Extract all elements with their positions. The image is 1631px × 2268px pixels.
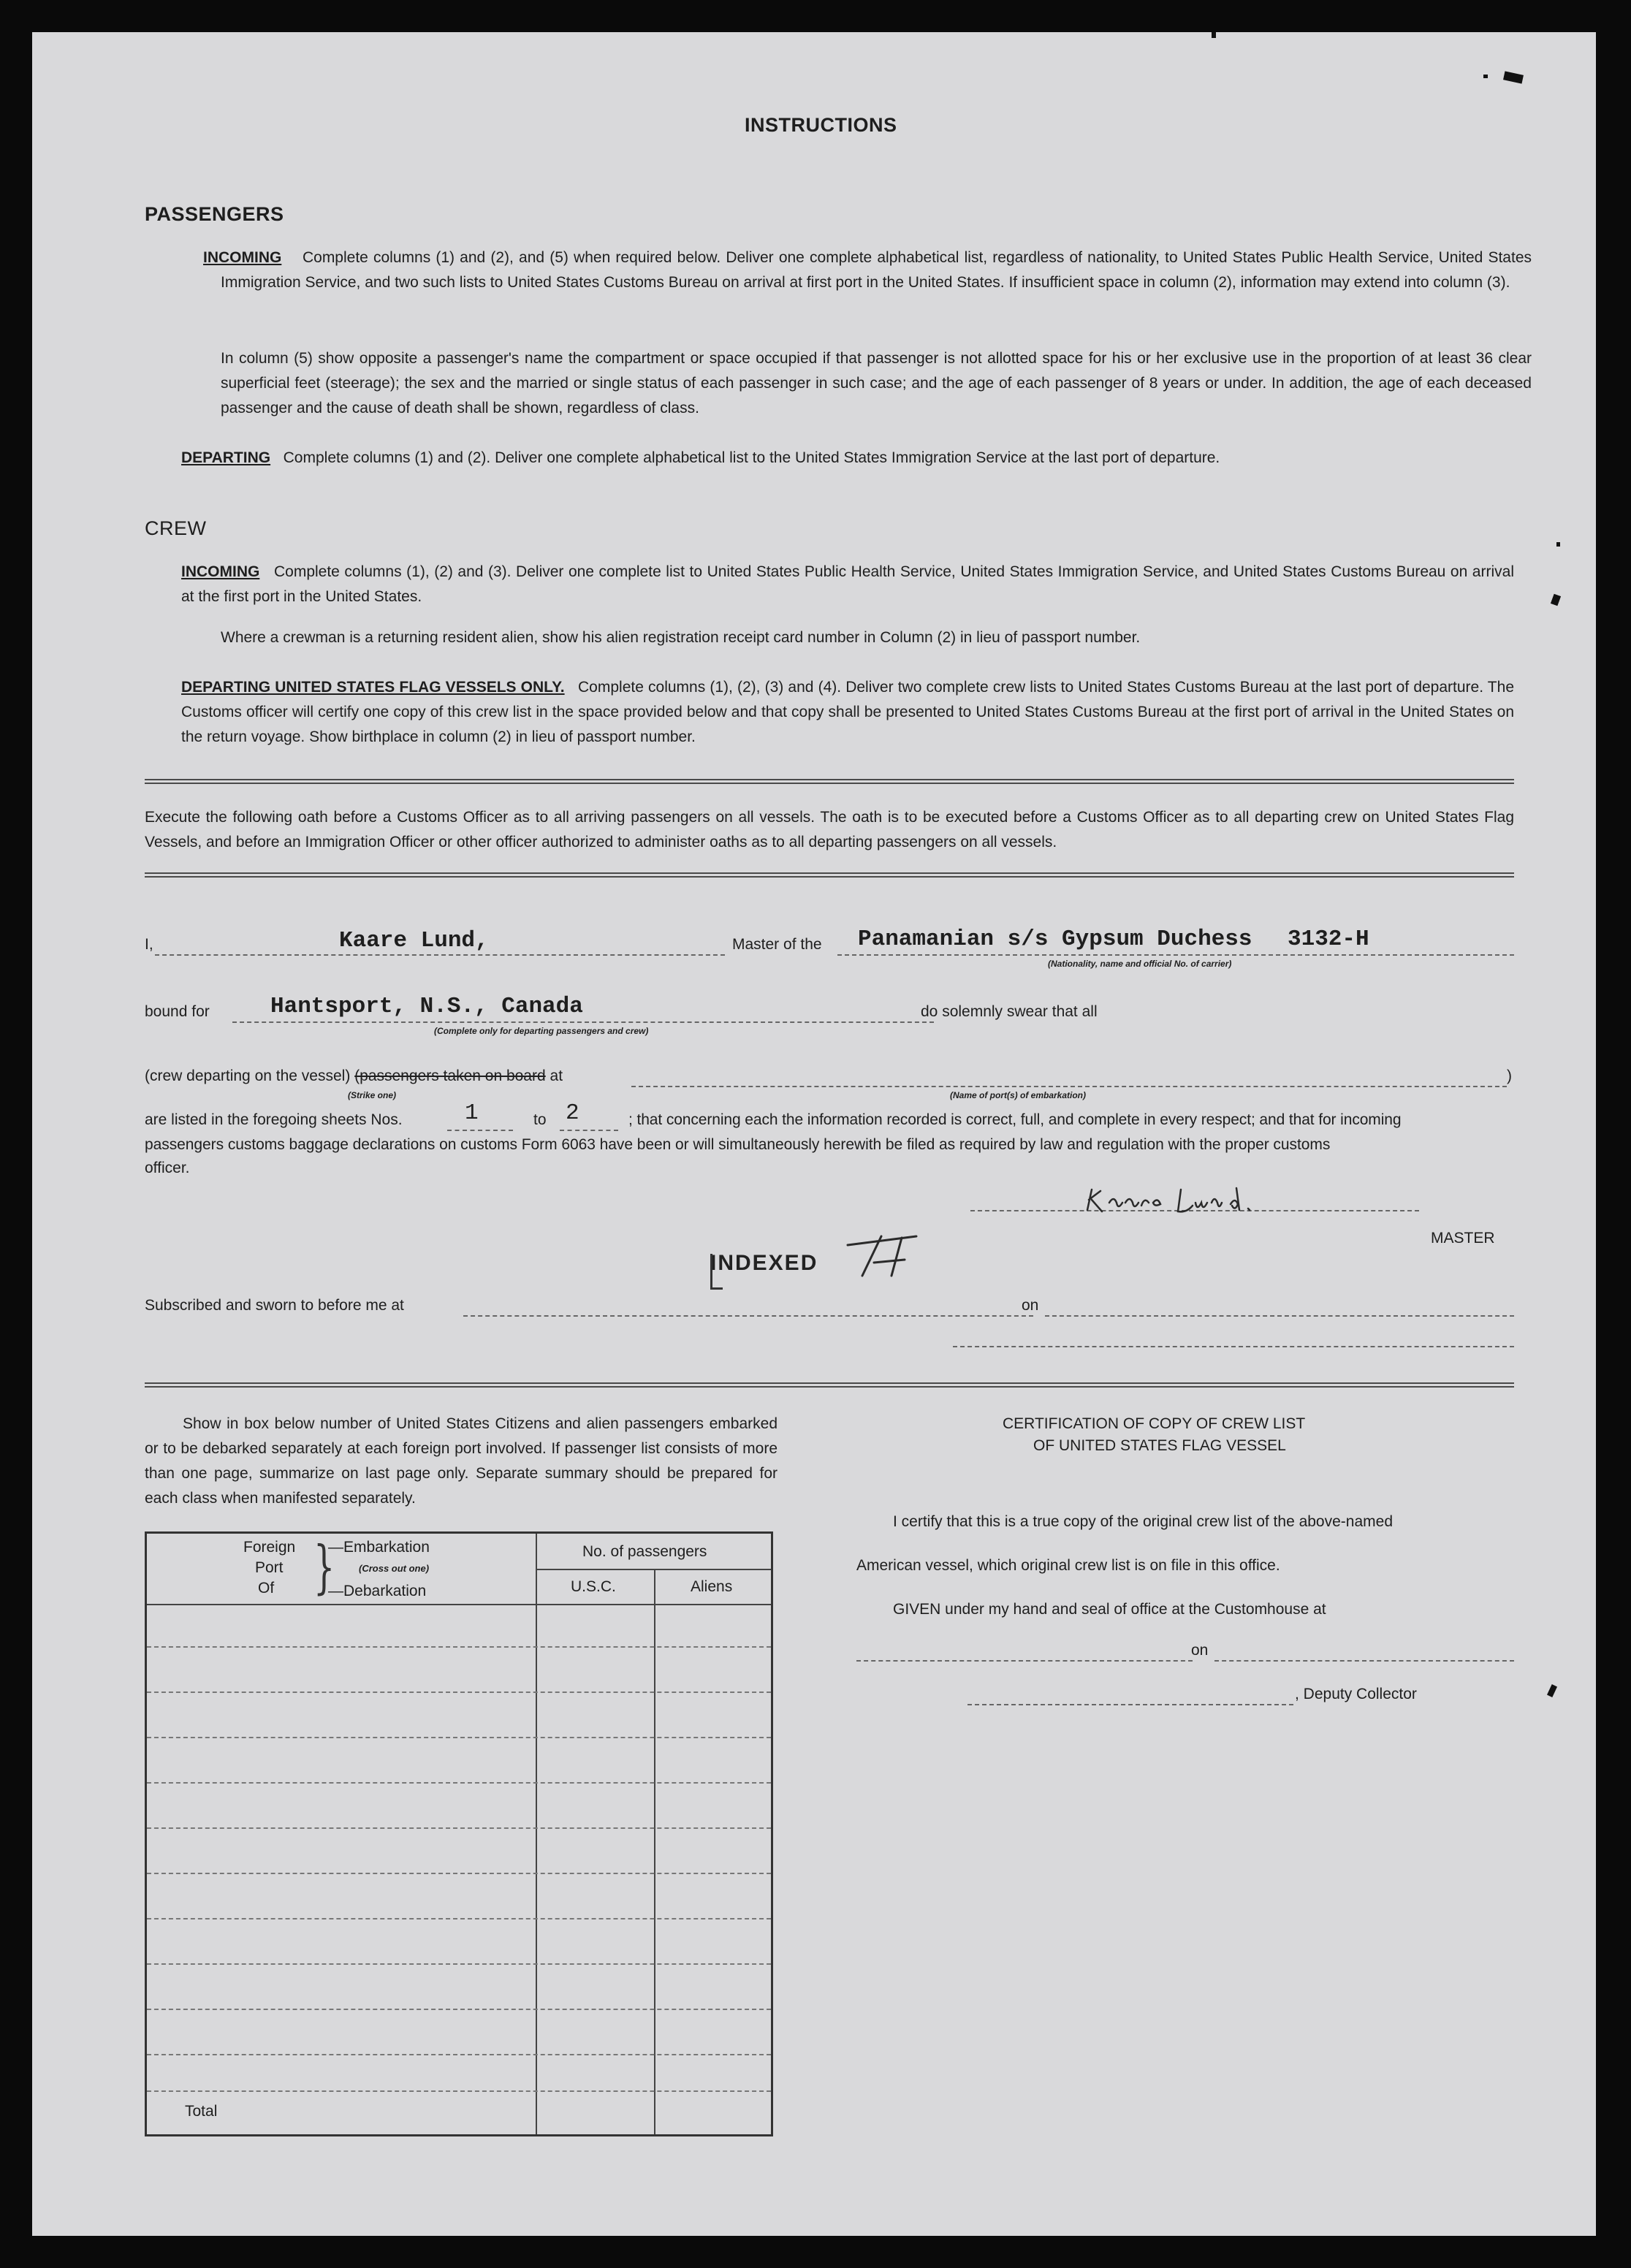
header-embarkation: —Embarkation [328, 1539, 430, 1556]
stamp-bracket [710, 1254, 723, 1290]
customhouse-field[interactable] [856, 1660, 1193, 1662]
certification-date-field[interactable] [1214, 1660, 1514, 1662]
header-no-of-passengers: No. of passengers [582, 1543, 707, 1560]
strike-caption: (Strike one) [348, 1090, 397, 1100]
table-row[interactable] [147, 1873, 771, 1874]
table-header-divider [147, 1604, 771, 1605]
table-row[interactable] [147, 1827, 771, 1829]
oath-instruction: Execute the following oath before a Customs Officer as to all arriving passengers on all vessels. The oath is to be executed before a Customs Officer as to all departing crew on United States Flag Vessels, and before an Immigration Officer or other officer authorized to administer oaths as to all departing passengers on all vessels. [145, 809, 1514, 850]
table-subheader-divider [536, 1569, 771, 1570]
certification-title-1: CERTIFICATION OF COPY OF CREW LIST [1003, 1415, 1306, 1432]
master-name-field[interactable] [155, 954, 725, 956]
crew-departing-text: DEPARTING UNITED STATES FLAG VESSELS ONLY. Complete columns (1), (2), (3) and (4). Deliver two complete crew lists to United States Customs Bureau at the last port of departure. The Customs officer will certify one copy of this crew list in the space provided below and that copy shall be presented to United States Customs Bureau at the first port of arrival in the United States on the return voyage. Show birthplace in column (2) in lieu of passport number. [181, 679, 1514, 745]
summary-instructions: Show in box below number of United States Citizens and alien passengers embarked or to be debarked separately at each foreign port involved. If passenger list consists of more than one page, summarize on last page only. Separate summary should be prepared for each class when manifested separately. [145, 1415, 778, 1507]
table-row[interactable] [147, 2009, 771, 2010]
close-paren: ) [1507, 1068, 1512, 1084]
table-row[interactable] [147, 1782, 771, 1784]
bound-for-value: Hantsport, N.S., Canada [270, 994, 583, 1019]
certification-on-label: on [1191, 1642, 1209, 1659]
passengers-incoming-label: INCOMING [203, 249, 282, 266]
bound-for-field[interactable] [232, 1021, 934, 1023]
crew-departing-option: (crew departing on the vessel) (passengers taken on board at [145, 1068, 563, 1084]
sheets-line-2: passengers customs baggage declarations on customs Form 6063 have been or will simultaneously herewith be filed as required by law and regulation with the proper customs [145, 1136, 1331, 1153]
sheets-line-3: officer. [145, 1160, 190, 1176]
subscribed-place-field[interactable] [463, 1315, 1033, 1317]
page-title: INSTRUCTIONS [745, 114, 897, 136]
master-label: MASTER [1431, 1230, 1495, 1247]
table-row[interactable] [147, 2090, 771, 2092]
scan-speck [1547, 1684, 1557, 1697]
section-divider [145, 779, 1514, 784]
section-divider [145, 872, 1514, 878]
table-row[interactable] [147, 1963, 771, 1965]
vessel-caption: (Nationality, name and official No. of carrier) [1048, 959, 1232, 969]
port-caption: (Name of port(s) of embarkation) [950, 1090, 1087, 1100]
scan-speck [1503, 71, 1524, 83]
master-signature [1055, 1178, 1318, 1222]
scan-speck [1556, 542, 1560, 547]
header-port: Port [255, 1559, 284, 1576]
header-cross-out: (Cross out one) [359, 1563, 430, 1574]
table-col-divider [536, 1534, 537, 2134]
table-row[interactable] [147, 1692, 771, 1693]
scan-speck [1483, 75, 1488, 78]
sheets-suffix: ; that concerning each the information recorded is correct, full, and complete in every respect; and that for incoming [628, 1111, 1402, 1128]
passengers-option-struck: (passengers taken on board [354, 1068, 546, 1084]
swear-label: do solemnly swear that all [921, 1003, 1098, 1020]
initials-mark [840, 1230, 921, 1282]
oath-i-label: I, [145, 936, 153, 953]
vessel-field[interactable] [837, 954, 1514, 956]
sheet-from-value: 1 [465, 1100, 479, 1126]
header-usc: U.S.C. [571, 1578, 616, 1595]
header-aliens: Aliens [691, 1578, 733, 1595]
master-of-label: Master of the [732, 936, 822, 953]
table-row[interactable] [147, 1737, 771, 1738]
header-debarkation: —Debarkation [328, 1583, 427, 1599]
crew-incoming-text: INCOMING Complete columns (1), (2) and (3). Deliver one complete list to United States Public Health Service, United States Immigration Service, and United States Customs Bureau on arrival at the first port in the United States. [181, 563, 1514, 605]
total-label: Total [185, 2103, 218, 2120]
crew-departing-label: DEPARTING UNITED STATES FLAG VESSELS ONLY. [181, 679, 565, 696]
certification-line-2: American vessel, which original crew list is on file in this office. [856, 1557, 1280, 1574]
table-row[interactable] [147, 1918, 771, 1919]
deputy-collector-signature-field[interactable] [967, 1704, 1293, 1705]
master-name-value: Kaare Lund, [339, 928, 489, 954]
bound-for-label: bound for [145, 1003, 210, 1020]
passengers-departing-text: DEPARTING Complete columns (1) and (2). Deliver one complete alphabetical list to the United States Immigration Service at the last port of departure. [181, 449, 1220, 466]
scan-speck [1551, 594, 1561, 606]
section-divider [145, 1382, 1514, 1388]
passengers-heading: PASSENGERS [145, 203, 284, 225]
officer-signature-field[interactable] [953, 1346, 1514, 1347]
bound-for-caption: (Complete only for departing passengers and crew) [434, 1026, 649, 1036]
table-row[interactable] [147, 1646, 771, 1648]
form-page [32, 32, 1596, 2236]
passenger-summary-table [145, 1531, 773, 2136]
port-of-embarkation-field[interactable] [631, 1086, 1507, 1087]
sheet-from-field[interactable] [447, 1130, 513, 1131]
sheet-to-value: 2 [566, 1100, 579, 1126]
passengers-incoming-text: INCOMING Complete columns (1) and (2), and (5) when required below. Deliver one complete alphabetical list, regardless of nationality, to United States Public Health Service, United States Immigration Service, and two such lists to United States Customs Bureau on arrival at first port in the United States. If insufficient space in column (2), information may extend into column (3). [203, 249, 1532, 291]
indexed-stamp: INDEXED [710, 1251, 818, 1275]
sheet-to-field[interactable] [560, 1130, 618, 1131]
vessel-value: Panamanian s/s Gypsum Duchess [858, 926, 1252, 952]
table-row[interactable] [147, 2054, 771, 2055]
sheet-to-label: to [533, 1111, 547, 1128]
certification-line-1: I certify that this is a true copy of the original crew list of the above-named [893, 1513, 1393, 1530]
certification-title-2: OF UNITED STATES FLAG VESSEL [1033, 1437, 1286, 1454]
subscribed-label: Subscribed and sworn to before me at [145, 1297, 404, 1314]
table-col-divider [654, 1569, 655, 2134]
sheets-line: are listed in the foregoing sheets Nos. [145, 1111, 403, 1128]
header-of: Of [258, 1580, 275, 1597]
header-brace: } [313, 1533, 335, 1600]
header-foreign: Foreign [243, 1539, 296, 1556]
scan-speck [1212, 32, 1216, 38]
passengers-departing-label: DEPARTING [181, 449, 271, 466]
certification-line-3: GIVEN under my hand and seal of office at the Customhouse at [893, 1601, 1326, 1618]
crew-returning-text: Where a crewman is a returning resident alien, show his alien registration receipt card number in Column (2) in lieu of passport number. [221, 629, 1141, 646]
deputy-collector-label: , Deputy Collector [1295, 1686, 1417, 1702]
crew-heading: CREW [145, 517, 207, 539]
subscribed-date-field[interactable] [1045, 1315, 1514, 1317]
crew-incoming-label: INCOMING [181, 563, 260, 580]
official-number-value: 3132-H [1288, 926, 1369, 952]
subscribed-on-label: on [1022, 1297, 1039, 1314]
passengers-column5-text: In column (5) show opposite a passenger's name the compartment or space occupied if that passenger is not allotted space for his or her exclusive use in the proportion of at least 36 clear superficial feet (steerage); the sex and the married or single status of each passenger in such case; and the age of each passenger of 8 years or under. In addition, the age of each deceased passenger and the cause of death shall be shown, regardless of class. [221, 350, 1532, 416]
